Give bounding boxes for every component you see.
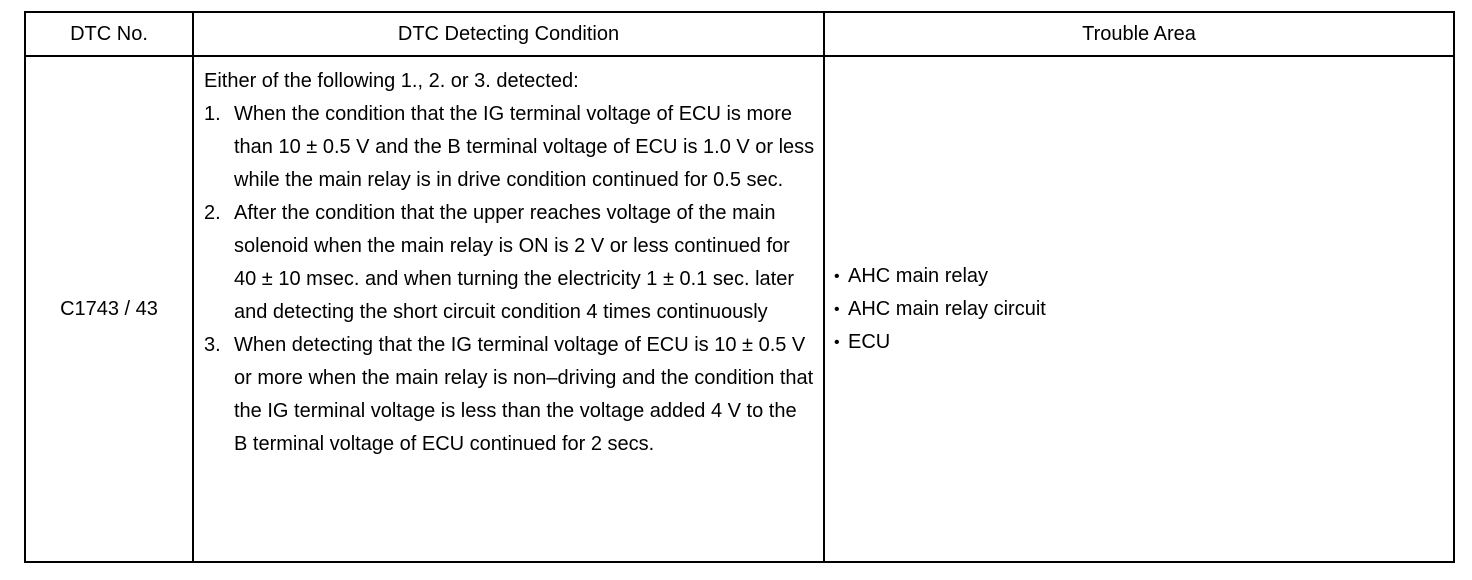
dtc-number-cell: C1743 / 43	[25, 56, 193, 562]
trouble-area-cell	[824, 56, 1454, 562]
bullet-icon: •	[834, 300, 840, 318]
list-item	[834, 326, 1453, 359]
list-item	[834, 293, 1453, 326]
header-row	[25, 12, 1454, 56]
condition-number: 1.	[204, 103, 221, 125]
condition-number: 2.	[204, 202, 221, 224]
header-detecting-condition: DTC Detecting Condition	[193, 12, 824, 56]
condition-number: 3.	[204, 334, 221, 356]
table-row	[25, 56, 1454, 562]
condition-text: When the condition that the IG terminal voltage of ECU is more than 10 ± 0.5 V and the B terminal voltage of ECU is 1.0 V or less while the main relay is in drive condition continued for 0.5 sec.	[234, 103, 815, 191]
condition-item	[204, 329, 815, 461]
condition-text: When detecting that the IG terminal voltage of ECU is 10 ± 0.5 V or more when the main relay is non–driving and the condition that the IG terminal voltage is less than the voltage added 4 V to the B terminal voltage of ECU continued for 2 secs.	[234, 334, 814, 455]
dtc-table	[24, 11, 1455, 563]
trouble-area-list	[834, 260, 1453, 359]
condition-intro: Either of the following 1., 2. or 3. detected:	[204, 70, 579, 92]
bullet-icon: •	[834, 267, 840, 285]
condition-item	[204, 98, 815, 197]
trouble-area-text: ECU	[848, 330, 891, 353]
condition-list	[204, 98, 815, 461]
header-trouble-area: Trouble Area	[824, 12, 1454, 56]
trouble-area-text: AHC main relay circuit	[848, 297, 1046, 320]
bullet-icon: •	[834, 333, 840, 351]
list-item	[834, 260, 1453, 293]
trouble-area-text: AHC main relay	[848, 264, 989, 287]
header-dtc-no: DTC No.	[25, 12, 193, 56]
condition-text: After the condition that the upper reaches voltage of the main solenoid when the main relay is ON is 2 V or less continued for 40 ± 10 msec. and when turning the electricity 1 ± 0.1 sec. later and detecting the short circuit condition 4 times continuously	[234, 202, 795, 323]
detecting-condition-cell	[193, 56, 824, 562]
condition-item	[204, 197, 815, 329]
